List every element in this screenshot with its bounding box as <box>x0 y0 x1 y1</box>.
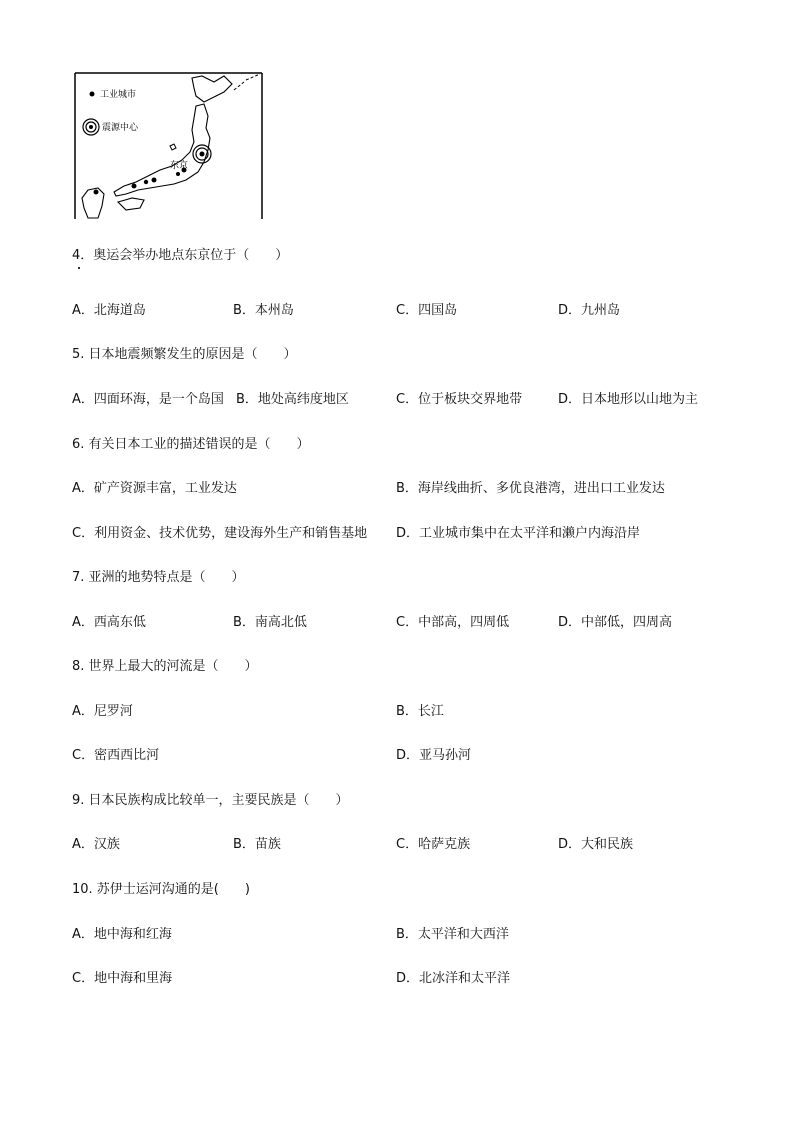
question-8-option-a[interactable]: A．尼罗河 <box>72 704 133 719</box>
question-6-option-b[interactable]: B．海岸线曲折、多优良港湾，进出口工业发达 <box>396 481 665 496</box>
question-4-option-d[interactable]: D．九州岛 <box>558 303 621 318</box>
question-10-stem: 10. 苏伊士运河沟通的是( ) <box>72 882 250 897</box>
industrial-city-dots <box>94 168 187 195</box>
question-5-option-b[interactable]: B．地处高纬度地区 <box>236 392 349 407</box>
question-10-option-c[interactable]: C．地中海和里海 <box>72 971 173 986</box>
question-7-option-b[interactable]: B．南高北低 <box>233 615 307 630</box>
question-5-stem: 5. 日本地震频繁发生的原因是（ ） <box>72 347 297 362</box>
question-7-option-a[interactable]: A．西高东低 <box>72 615 146 630</box>
question-10-option-a[interactable]: A．地中海和红海 <box>72 927 172 942</box>
question-9-option-c[interactable]: C．哈萨克族 <box>396 837 471 852</box>
question-8-option-c[interactable]: C．密西西比河 <box>72 748 160 763</box>
question-4-option-a[interactable]: A．北海道岛 <box>72 303 146 318</box>
question-7-option-d[interactable]: D．中部低，四周高 <box>558 615 673 630</box>
question-4-option-b[interactable]: B．本州岛 <box>233 303 294 318</box>
question-9-option-b[interactable]: B．苗族 <box>233 837 281 852</box>
question-9-stem: 9. 日本民族构成比较单一，主要民族是（ ） <box>72 793 349 808</box>
epicenter-symbol <box>193 145 211 163</box>
question-9-option-d[interactable]: D．大和民族 <box>558 837 634 852</box>
question-10-option-b[interactable]: B．太平洋和大西洋 <box>396 927 509 942</box>
question-6-stem: 6. 有关日本工业的描述错误的是（ ） <box>72 437 310 452</box>
dot-mark <box>78 267 80 269</box>
question-6-option-d[interactable]: D．工业城市集中在太平洋和濑户内海沿岸 <box>396 526 641 541</box>
question-5-option-a[interactable]: A．四面环海，是一个岛国 <box>72 392 224 407</box>
question-8-option-d[interactable]: D．亚马孙河 <box>396 748 472 763</box>
question-7-option-c[interactable]: C．中部高，四周低 <box>396 615 510 630</box>
japan-map <box>74 72 264 220</box>
svg-text:工业城市: 工业城市 <box>100 90 137 100</box>
question-6-option-a[interactable]: A．矿产资源丰富，工业发达 <box>72 481 237 496</box>
question-6-option-c[interactable]: C．利用资金、技术优势，建设海外生产和销售基地 <box>72 526 368 541</box>
svg-text:震源中心: 震源中心 <box>102 123 139 133</box>
question-8-stem: 8. 世界上最大的河流是（ ） <box>72 659 258 674</box>
question-4-stem: 4．奥运会举办地点东京位于（ ） <box>72 248 289 263</box>
svg-text:东京: 东京 <box>170 161 189 171</box>
question-4-option-c[interactable]: C．四国岛 <box>396 303 458 318</box>
question-5-option-d[interactable]: D．日本地形以山地为主 <box>558 392 699 407</box>
question-7-stem: 7. 亚洲的地势特点是（ ） <box>72 570 245 585</box>
question-10-option-d[interactable]: D．北冰洋和太平洋 <box>396 971 511 986</box>
question-5-option-c[interactable]: C．位于板块交界地带 <box>396 392 523 407</box>
question-9-option-a[interactable]: A．汉族 <box>72 837 120 852</box>
question-8-option-b[interactable]: B．长江 <box>396 704 444 719</box>
